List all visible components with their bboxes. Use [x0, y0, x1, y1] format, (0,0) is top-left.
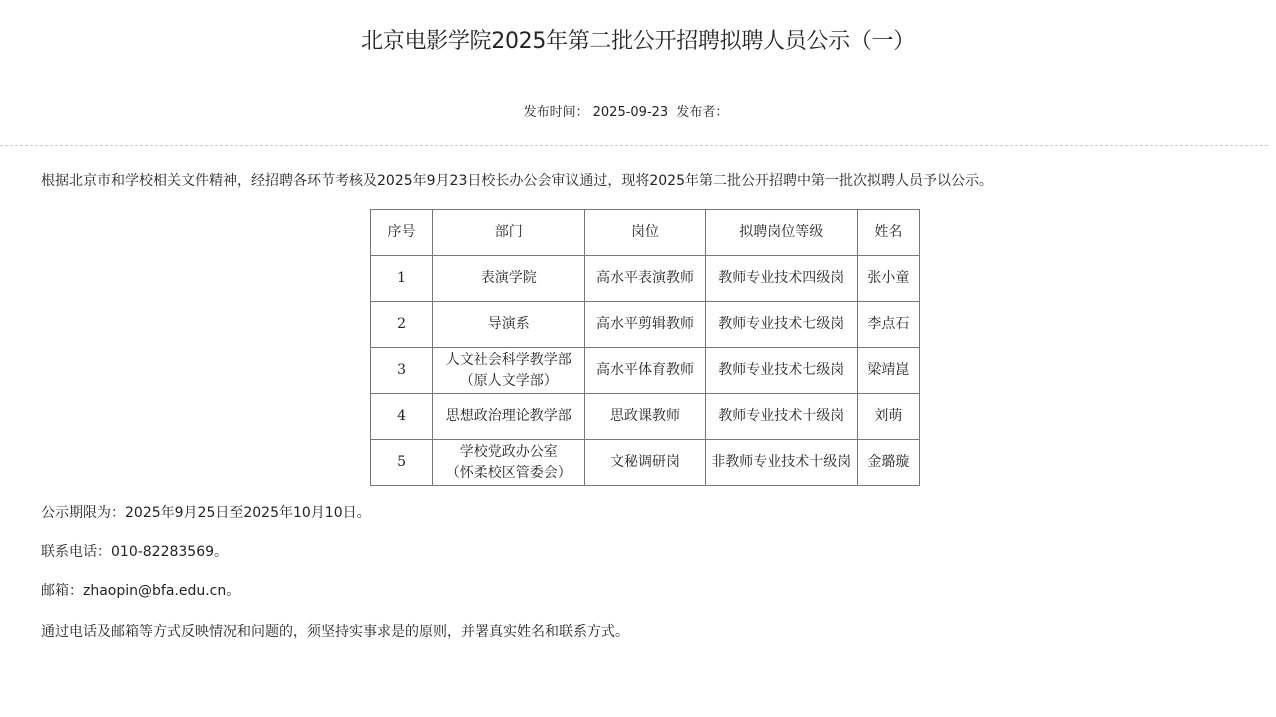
contact-email: 邮箱：zhaopin@bfa.edu.cn。 [41, 583, 241, 599]
cell-level: 教师专业技术七级岗 [705, 348, 857, 394]
table-row [371, 302, 920, 348]
table-row [371, 256, 920, 302]
cell-dept [433, 440, 585, 486]
cell-name: 李点石 [857, 302, 919, 348]
cell-dept [433, 394, 585, 440]
dept-line: 学校党政办公室 [459, 443, 558, 460]
cell-name: 刘萌 [857, 394, 919, 440]
article-meta [0, 104, 1252, 122]
dashed-divider [0, 145, 1268, 146]
cell-position: 思政课教师 [585, 394, 705, 440]
cell-dept [433, 348, 585, 394]
cell-position: 高水平剪辑教师 [585, 302, 705, 348]
intro-paragraph: 根据北京市和学校相关文件精神，经招聘各环节考核及2025年9月23日校长办公会审议通过，现将2025年第二批公开招聘中第一批次拟聘人员予以公示。 [41, 173, 993, 189]
cell-no: 4 [371, 394, 433, 440]
cell-name: 梁靖崑 [857, 348, 919, 394]
dept-line-sub: （原人文学部） [459, 372, 558, 389]
dept-line: 表演学院 [480, 270, 537, 286]
cell-level: 教师专业技术十级岗 [705, 394, 857, 440]
table-row [371, 348, 920, 394]
table-row [371, 394, 920, 440]
cell-no: 1 [371, 256, 433, 302]
table-header-row [371, 210, 920, 256]
feedback-note: 通过电话及邮箱等方式反映情况和问题的，须坚持实事求是的原则，并署真实姓名和联系方式。 [41, 624, 629, 640]
hire-table-container [370, 209, 920, 484]
dept-line-sub: （怀柔校区管委会） [445, 464, 572, 481]
cell-dept [433, 256, 585, 302]
cell-position: 高水平表演教师 [585, 256, 705, 302]
cell-no: 3 [371, 348, 433, 394]
cell-level: 教师专业技术四级岗 [705, 256, 857, 302]
header-no: 序号 [371, 210, 433, 256]
cell-name: 张小童 [857, 256, 919, 302]
page-title: 北京电影学院2025年第二批公开招聘拟聘人员公示（一） [361, 29, 915, 54]
cell-level: 教师专业技术七级岗 [705, 302, 857, 348]
publish-time: 2025-09-23 [592, 105, 669, 120]
hire-table [370, 209, 920, 486]
cell-dept [433, 302, 585, 348]
header-position: 岗位 [585, 210, 705, 256]
contact-phone: 联系电话：010-82283569。 [41, 544, 229, 560]
cell-position: 文秘调研岗 [585, 440, 705, 486]
dept-line: 人文社会科学教学部 [445, 351, 572, 368]
header-dept: 部门 [433, 210, 585, 256]
announcement-period: 公示期限为：2025年9月25日至2025年10月10日。 [41, 505, 371, 521]
dept-line: 思想政治理论教学部 [445, 408, 572, 424]
dept-line: 导演系 [487, 316, 530, 332]
cell-no: 5 [371, 440, 433, 486]
cell-level: 非教师专业技术十级岗 [705, 440, 857, 486]
cell-position: 高水平体育教师 [585, 348, 705, 394]
cell-no: 2 [371, 302, 433, 348]
publisher-label: 发布者： [676, 105, 729, 120]
header-level: 拟聘岗位等级 [705, 210, 857, 256]
cell-name: 金璐璇 [857, 440, 919, 486]
table-row [371, 440, 920, 486]
publish-time-label: 发布时间： [523, 105, 589, 120]
header-name: 姓名 [857, 210, 919, 256]
